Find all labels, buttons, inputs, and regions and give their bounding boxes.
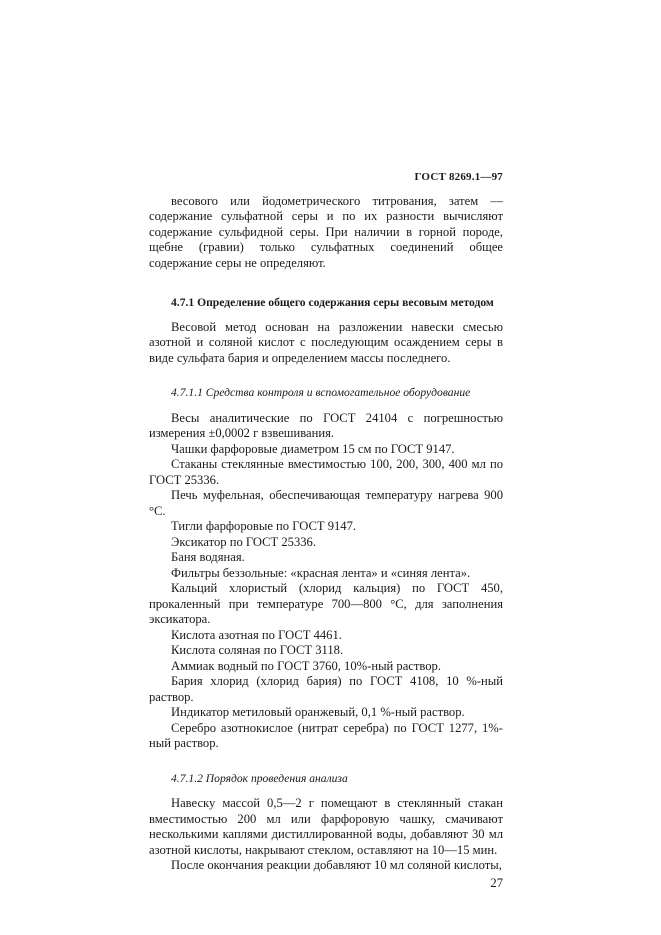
list-item: Кислота азотная по ГОСТ 4461. [171,627,342,642]
procedure-paragraph: После окончания реакции добавляют 10 мл соляной кислоты, [171,858,502,872]
section-4-7-1-2-heading: 4.7.1.2 Порядок проведения анализа [171,771,348,785]
equipment-list [149,411,503,752]
list-item: Баня водяная. [171,550,245,564]
list-item: Печь муфельная, обеспечивающая температуру нагрева 900 °С. [149,488,503,518]
document-page [149,170,503,891]
list-item: Серебро азотнокислое (нитрат серебра) по ГОСТ 1277, 1%-ный раствор. [149,720,503,750]
section-4-7-1-heading: 4.7.1 Определение общего содержания серы весовым методом [171,296,494,309]
list-item: Тигли фарфоровые по ГОСТ 9147. [171,519,357,533]
section-4-7-1-1-heading: 4.7.1.1 Средства контроля и вспомогательное оборудование [171,386,471,399]
standard-header: ГОСТ 8269.1—97 [414,171,503,183]
list-item: Весы аналитические по ГОСТ 24104 с погрешностью измерения ±0,0002 г взвешивания. [149,410,503,440]
list-item: Аммиак водный по ГОСТ 3760, 10%-ный раствор. [171,658,441,673]
list-item: Эксикатор по ГОСТ 25336. [171,534,316,549]
list-item: Фильтры беззольные: «красная лента» и «синяя лента». [171,565,471,580]
procedure-paragraph: Навеску массой 0,5—2 г помещают в стеклянный стакан вместимостью 200 мл или фарфоровую чашку, смачивают несколькими каплями дистиллированной воды, добавляют 30 мл азотной кислоты, накрывают стеклом, оставляют на 10—15 мин. [149,796,503,857]
list-item: Чашки фарфоровые диаметром 15 см по ГОСТ 9147. [171,441,455,456]
section-4-7-1-paragraph: Весовой метод основан на разложении навески смесью азотной и соляной кислот с последующим осаждением серы в виде сульфата бария и определением массы последнего. [149,319,503,365]
list-item: Кислота соляная по ГОСТ 3118. [171,643,344,657]
list-item: Бария хлорид (хлорид бария) по ГОСТ 4108, 10 %-ный раствор. [149,674,503,704]
list-item: Индикатор метиловый оранжевый, 0,1 %-ный раствор. [171,705,465,719]
list-item: Стаканы стеклянные вместимостью 100, 200, 300, 400 мл по ГОСТ 25336. [149,457,503,487]
list-item: Кальций хлористый (хлорид кальция) по ГОСТ 450, прокаленный при температуре 700—800 °С, для заполнения эксикатора. [149,581,503,626]
intro-paragraph: весового или йодометрического титрования, затем — содержание сульфатной серы и по их разности вычисляют содержание сульфидной серы. При наличии в горной породе, щебне (гравии) только сульфатных соединений общее содержание серы не определяют. [149,193,503,270]
page-number: 27 [490,875,503,890]
